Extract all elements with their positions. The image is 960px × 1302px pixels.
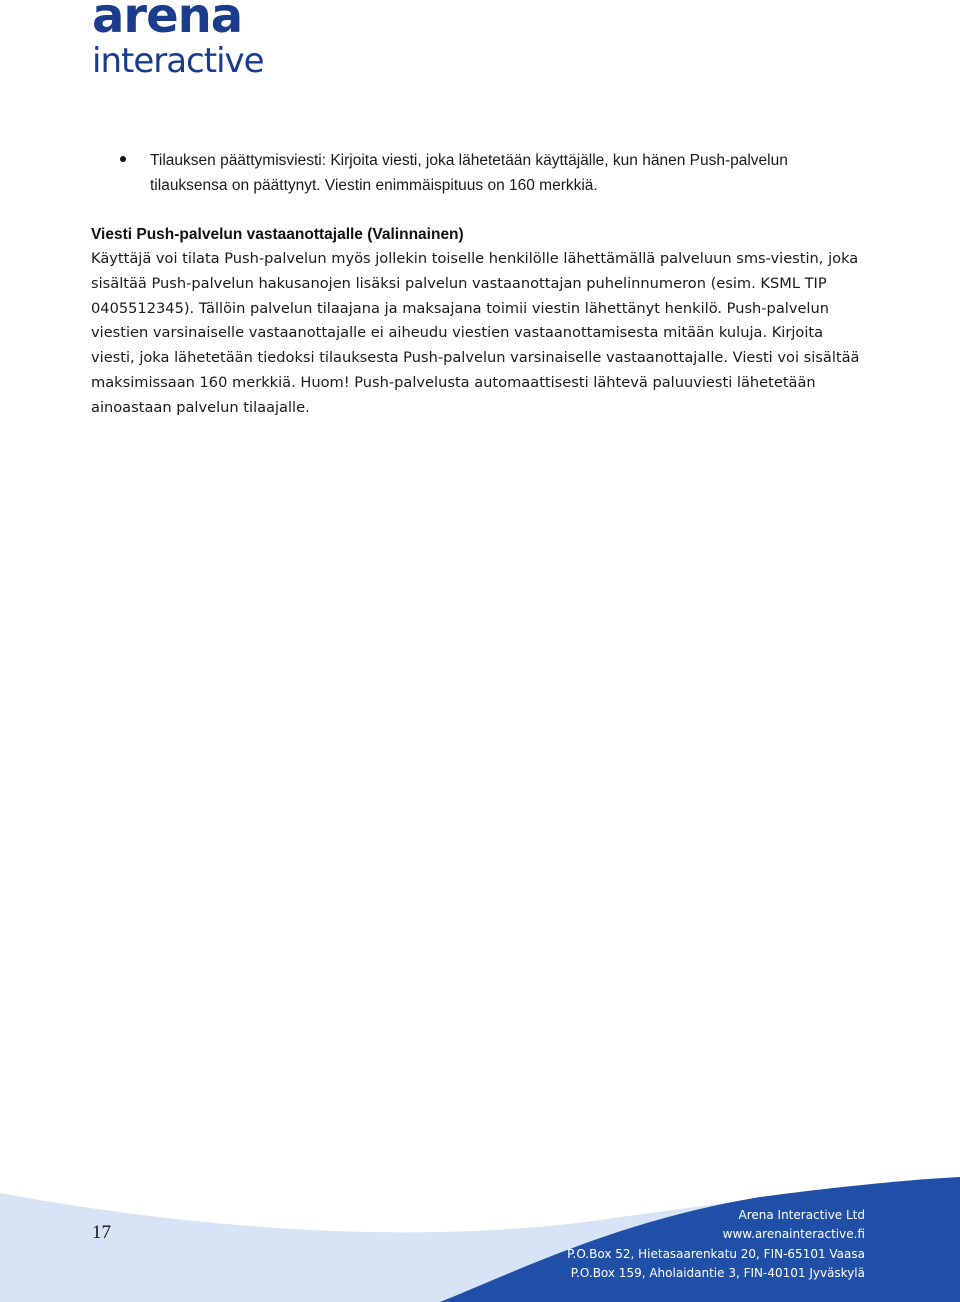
logo-wordmark-arena: arena: [92, 0, 243, 44]
company-contact: [567, 1206, 865, 1283]
section-heading: Viesti Push-palvelun vastaanottajalle (Valinnainen): [91, 226, 464, 243]
recipient-message-section: [91, 223, 871, 421]
section-body: Käyttäjä voi tilata Push-palvelun myös jollekin toiselle henkilölle lähettämällä palveluun sms-viestin, joka sisältää Push-palvelun hakusanojen lisäksi palvelun vastaanottajan puhelinnumeron (esim. KSML TIP 0405512345). Tällöin palvelun tilaajana ja maksajana toimii viestin lähettänyt henkilö. Push-palvelun viestien varsinaiselle vastaanottajalle ei aiheudu viestien vastaanottamisesta mitään kuluja. Kirjoita viesti, joka lähetetään tiedoksi tilauksesta Push-palvelun varsinaiselle vastaanottajalle. Viesti voi sisältää maksimissaan 160 merkkiä. Huom! Push-palvelusta automaattisesti lähtevä paluuviesti lähetetään ainoastaan palvelun tilaajalle.: [91, 250, 860, 416]
company-address-jyvaskyla: P.O.Box 159, Aholaidantie 3, FIN-40101 Jyväskylä: [570, 1265, 865, 1280]
bullet-text: Tilauksen päättymisviesti: Kirjoita viesti, joka lähetetään käyttäjälle, kun hänen Push-palvelun tilauksensa on päättynyt. Viestin enimmäispituus on 160 merkkiä.: [150, 152, 788, 194]
company-logo: [92, 0, 272, 80]
logo-wordmark-interactive: interactive: [92, 41, 264, 81]
page-number: 17: [92, 1222, 111, 1243]
bullet-list-item: [120, 148, 860, 198]
bullet-icon: [120, 156, 126, 162]
company-address-vaasa: P.O.Box 52, Hietasaarenkatu 20, FIN-65101 Vaasa: [567, 1246, 865, 1261]
company-website: www.arenainteractive.fi: [722, 1227, 865, 1242]
company-name: Arena Interactive Ltd: [738, 1208, 865, 1222]
